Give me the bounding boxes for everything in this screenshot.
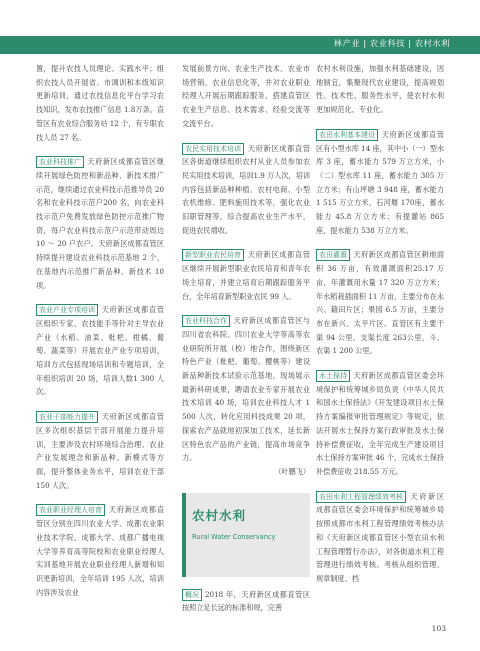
author-credit: （叶鹏飞） <box>274 466 310 476</box>
subhead-tag: 农田水利基本建设 <box>316 129 378 141</box>
subhead-tag: 农田灌溉 <box>316 249 350 261</box>
subhead-tag: 农业产业专项培训 <box>36 304 98 316</box>
paragraph-text: 天府新区成都直管区继续开展新型职业农民培育和青年农场主培育，并建立培育后期跟踪服务平台，全年培育新型职业农民 99 人。 <box>182 250 310 301</box>
paragraph-text: 天府新区成都直管区与四川省农科院、四川农业大学等高等农业研院所开展（校）地合作，围绕新区特色产业（枇杷、葡萄、樱桃等）建设新品种新技术试验示范基地，现场展示最新科研成果，聘请农业专家开展农业技术培训 40 场，培训农业科技人才 1 500 人次，转化应用科技成果 20 项，探索农产品就地初深加工技术，延长新区特色农产品的产业链，提高市场竞争力。 <box>182 316 310 463</box>
subhead-tag: 水土保持 <box>316 370 350 382</box>
paragraph <box>182 62 310 131</box>
paragraph <box>316 369 444 479</box>
paragraph <box>36 62 164 144</box>
column-1 <box>36 62 164 599</box>
paragraph <box>182 314 310 465</box>
subhead-tag: 新型职业农民培育 <box>182 249 244 261</box>
paragraph <box>182 142 310 238</box>
paragraph-text: 天府新区成都直管区继续开展绿色防控和新品种、新技术推广示范，继续通过农业科技示范推导员 20 名和农业科技示范户200 名，向农业科技示范户免费发放绿色防控示范推广物资，每户农业科技示范户示范带动周边 10 ～ 20 户农户。天府新区成都直管区持续提升建设农业科技示范基地 2 个，在基地内示范推广新品种、新技术 10 项。 <box>36 157 164 290</box>
paragraph <box>316 248 444 358</box>
paragraph-text: 天府新区成都直管区各街道继续组织农村从业人员参加农民实用技术培训，培训1.9 万人次，培训内容包括新品种种植、农村电商、小型农机维修、肥料施用技术等，强化农业旧职管理等，综合提高农业生产水平，促进农民增收。 <box>182 143 310 235</box>
paragraph-text: 天府新区成都直管区分别在四川农业大学、成都农业职业技术学院、成都大学、成都广播电视大学等养育高等院校和农业职业经理人实训基地开展农业职业经理人新增和知识更新培训，全年培训 195 人次，培训内容涉及农业 <box>36 505 164 597</box>
column-3 <box>316 62 444 586</box>
subhead-tag: 农业职业经理人培育 <box>36 504 105 516</box>
paragraph <box>36 503 164 599</box>
paragraph <box>316 128 444 238</box>
section-title: 农村水利 <box>192 507 247 523</box>
paragraph <box>36 410 164 492</box>
paragraph-text: 农村水利设施，加强水利基础建设，因地制宜，集聚现代农业建设，提高规划性、技术性、服务性水平，使农村水利更加规范化、专业化。 <box>316 64 444 115</box>
paragraph-text: 发展前景方向、农业生产技术、农业市场营销、农业信息化等，并对农业职业经理人开展后期跟踪服务，搭建直管区农业生产信息、技术需求、经验交流等交流平台。 <box>182 64 310 128</box>
paragraph <box>316 490 444 586</box>
paragraph-text: 天府新区成都直管区组织专家、农技能手等针对主导农业产业（水稻、油菜、枇杷、柑橘、葡萄、蔬菜等）开展农业产业专项培训，培训方式包括现场培训和专题培训，全年组织培训 20 场，培训人数1 300 人次。 <box>36 305 164 397</box>
paragraph-text: 2018 年，天府新区成都直管区按照立足长远的标准和规，完善 <box>182 589 310 613</box>
subhead-tag: 农业科技合作 <box>182 315 230 327</box>
column-2 <box>182 62 310 615</box>
paragraph <box>182 248 310 303</box>
paragraph-text: 置，提升农技人员理论、实践水平；组织农技人员开展省、市调训和本级知识更新培训，通过农技信息化平台学习农技知识，发布农技推广信息 1.8万条。直管区有农业综合服务站 12 个，有专职农技人员 27 名。 <box>36 64 164 142</box>
subhead-tag: 农业干部能力提升 <box>36 411 98 423</box>
paragraph <box>36 155 164 292</box>
paragraph-text: 天府新区成都直管区委会环境保护和统筹城乡局按照成都市水利工程管理绩效考核办法和《天府新区成都直管区小型农田水利工程管理暂行办法》，对各街道水利工程管理进行绩效考核。考核从组织管理、规章制度、档 <box>316 491 444 583</box>
running-header: 林产业 | 农业科技 | 农村水利 <box>333 38 450 48</box>
paragraph <box>182 588 310 615</box>
subhead-tag: 农业科技推广 <box>36 156 84 168</box>
paragraph-text: 天府新区成都直管区耕地面积 36 万亩，有效灌溉面积25.17 万亩，年灌溉用水量 17 320 万立方米；年水稻栽插面积 11 万亩，主要分布在永兴、籍田片区；果园 6.5 万亩，主要分布在新兴、太平片区。直管区有主要干渠 94 公里，支渠长度 263公里，斗、农渠 1 200 公里。 <box>316 250 444 356</box>
section-accent-bar <box>182 493 186 577</box>
subhead-tag: 农田水利工程管理绩效考核 <box>316 491 406 503</box>
subhead-tag: 农民实用技术培训 <box>182 143 244 155</box>
paragraph-text: 天府新区成都直管区委会环境保护和统筹城乡局负责《中华人民共和国水土保持法》《开发建设项目水土保持方案编报审批管理规定》等规定，依法开展水土保持方案行政审批及水土保持补偿费征收，全年完成生产建设项目水土保持方案审批 46 个，完成水土保持补偿费征收 218.55 万元。 <box>316 371 444 476</box>
paragraph <box>316 62 444 117</box>
section-title-block <box>182 493 310 577</box>
page-number: 103 <box>431 624 446 633</box>
paragraph-text: 天府新区成都直管区多次组织基层干部开展能力提升培训，主要涉及农村环境综合治理、农业产业发展理念和新品种、新模式等方面，提升整体业务水平，培训农业干部 150 人次。 <box>36 412 164 490</box>
subhead-tag: 概况 <box>182 589 202 601</box>
section-subtitle: Rural Water Conservancy <box>192 532 276 541</box>
paragraph <box>36 303 164 399</box>
paragraph-text: 天府新区成都直管区有小型水库 14 座，其中小（一）型水库 3 座，蓄水能力 579 万立方米，小（二）型水库 11 座，蓄水能力 305 万立方米；有山坪塘 3 948 座，蓄水能力 1 515 万立方米，石河堰 170座，蓄水能力 45.8 万立方米；有提灌站 865 座，提水能力 538 万立方米。 <box>316 129 444 235</box>
